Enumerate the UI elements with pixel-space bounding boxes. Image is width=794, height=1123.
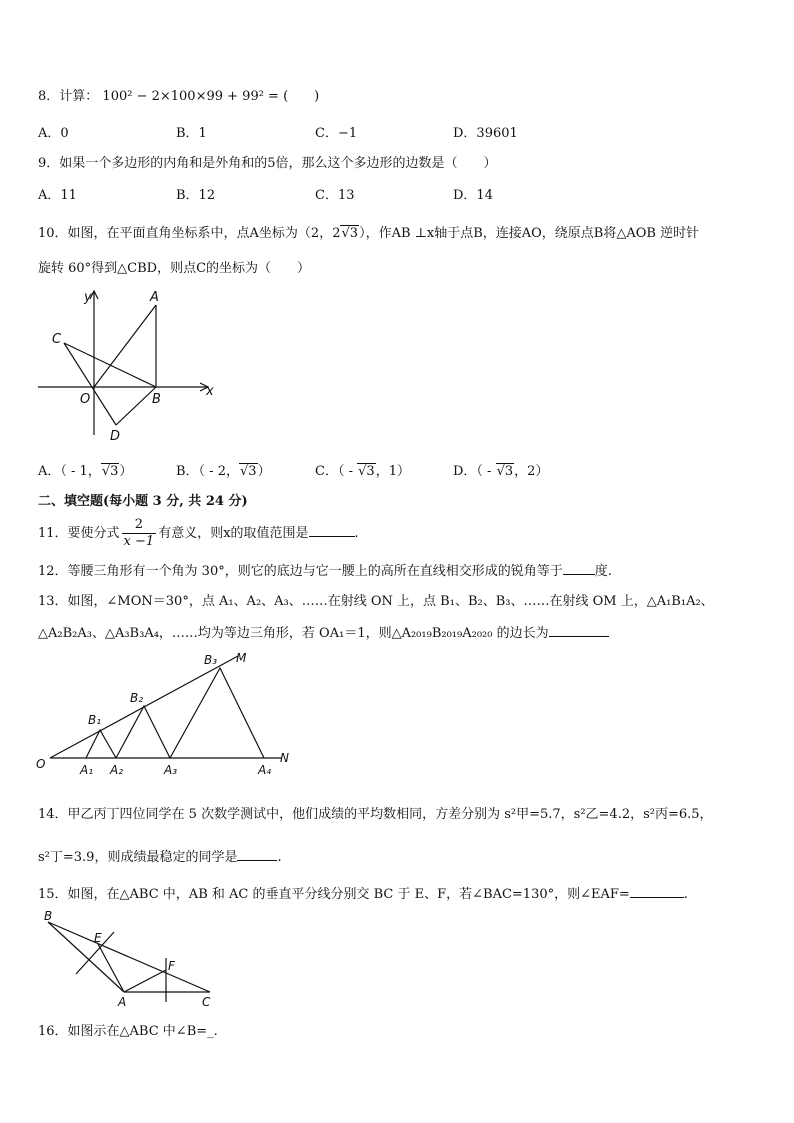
q13-label-m: M [236,651,247,665]
q15-label-e: E [94,931,102,945]
q12-blank [563,562,595,575]
q14-line2-text: s²丁=3.9，则成绩最稳定的同学是 [38,850,238,865]
q10-option-a-post: ） [119,464,133,479]
q13-stem-line2 [38,624,609,643]
q10-option-c [315,463,410,481]
q15-segment-ae [98,944,124,992]
q9-option-d: D．14 [453,188,493,203]
q13-figure [34,648,304,780]
q13-label-a4: A₄ [258,763,272,777]
section-heading: 二、填空题(每小题 3 分, 共 24 分) [38,494,248,509]
q14-stem-line2 [38,848,282,867]
q10-segment-oa [94,305,156,387]
q13-label-a3: A₃ [164,763,178,777]
q10-label-d: D [110,429,121,444]
q10-label-c: C [52,332,62,347]
q10-option-b-post: ） [257,464,271,479]
q13-label-a1: A₁ [80,763,94,777]
q13-triangle-3 [170,668,264,758]
q10-option-d-rad: 3 [504,464,514,479]
q10-option-b-sqrt: √3 [239,464,257,479]
q10-option-a-pre: A．（ - 1， [38,464,101,479]
q11-end: . [354,526,359,541]
q13-label-a2: A₂ [110,763,124,777]
q9-option-c: C．13 [315,188,355,203]
q11-numerator: 2 [122,517,157,534]
q15-label-c: C [202,995,211,1008]
q15-figure [38,908,228,1008]
q13-line2-text: △A₂B₂A₃、△A₃B₃A₄，……均为等边三角形，若 OA₁＝1，则△A₂₀₁₉B₂₀₁₉A₂₀₂₀ 的边长为 [38,626,549,641]
q13-label-b3: B₃ [204,653,218,667]
q8-paren: ( ) [283,89,320,104]
q11-stem [38,516,359,552]
q10-option-a-rad: 3 [110,464,119,479]
q8-option-c: C．−1 [315,126,358,141]
q8-number: 8．计算： [38,89,99,104]
q8-expression: 100² − 2×100×99 + 99² = [102,89,279,104]
q10-option-d-post: ，2） [514,464,549,479]
q13-label-b1: B₁ [88,713,102,727]
q10-sqrt-value: 3 [349,226,359,241]
q15-stem [38,885,688,904]
q10-option-d-sqrt: √3 [496,464,514,479]
q10-label-o: O [80,392,91,407]
q15-label-a: A [118,995,127,1008]
q12-stem [38,562,612,581]
q8-option-a: A．0 [38,126,69,141]
q13-triangle-1 [86,730,116,758]
q10-option-d-pre: D．（ - [453,464,496,479]
q11-blank [309,524,355,537]
q10-label-b: B [152,392,161,407]
q15-segment-af [124,970,166,992]
q10-stem-line1 [38,225,699,243]
q10-sqrt: √3 [341,226,359,241]
q13-triangle-2 [116,706,170,758]
q9-option-b: B．12 [176,188,216,203]
q16-stem: 16．如图示在△ABC 中∠B=_. [38,1024,218,1039]
q15-label-f: F [168,959,175,973]
q10-figure [30,285,220,445]
q8-stem [38,88,319,106]
q10-label-a: A [150,290,159,305]
q15-end: . [683,887,688,902]
q13-blank [549,624,609,637]
q10-segment-db [116,387,156,425]
q13-stem-line1: 13．如图，∠MON＝30°，点 A₁、A₂、A₃、……在射线 ON 上，点 B₁、B₂、B₃、……在射线 OM 上，△A₁B₁A₂、 [38,594,714,609]
q14-stem-line1: 14．甲乙丙丁四位同学在 5 次数学测试中，他们成绩的平均数相同，方差分别为 s²甲=5.7，s²乙=4.2，s²丙=6.5， [38,807,713,822]
q10-label-y: y [84,290,92,305]
q8-option-d: D．39601 [453,126,518,141]
q15-segment-bc [48,922,210,992]
q15-segment-ba [48,922,124,992]
q8-option-b: B．1 [176,126,207,141]
q11-post: 有意义，则x的取值范围是 [158,526,309,541]
q15-text: 15．如图，在△ABC 中，AB 和 AC 的垂直平分线分别交 BC 于 E、F，若∠BAC=130°，则∠EAF= [38,887,630,902]
q10-option-b-rad: 3 [248,464,257,479]
q10-option-a-sqrt: √3 [101,464,119,479]
q13-label-b2: B₂ [130,691,144,705]
q10-option-c-rad: 3 [366,464,375,479]
q10-option-c-sqrt: √3 [358,464,375,479]
q10-stem-line2: 旋转 60°得到△CBD，则点C的坐标为（ ） [38,261,311,276]
q12-end: 度. [594,564,612,579]
q11-denominator: x −1 [123,534,155,549]
q12-text: 12．等腰三角形有一个角为 30°，则它的底边与它一腰上的高所在直线相交形成的锐角等于 [38,564,563,579]
q15-label-b: B [44,909,53,923]
q11-pre: 11．要使分式 [38,526,120,541]
q10-stem-b: ），作AB ⊥x轴于点B，连接AO，绕原点B将△AOB 逆时针 [359,226,700,241]
q11-fraction [122,517,157,550]
q10-option-b [176,463,271,481]
q13-label-o: O [36,757,46,771]
q14-blank [237,848,277,861]
q10-stem-a: 10．如图，在平面直角坐标系中，点A坐标为（2，2 [38,226,341,241]
q9-stem: 9．如果一个多边形的内角和是外角和的5倍，那么这个多边形的边数是（ ） [38,156,497,171]
q9-option-a: A．11 [38,188,77,203]
q10-option-c-post: ，1） [375,464,410,479]
q13-label-n: N [280,751,289,765]
q15-blank [630,885,684,898]
q10-option-a [38,463,132,481]
q10-label-x: x [206,384,214,399]
q10-option-d [453,463,548,481]
q14-end: . [277,850,282,865]
q10-option-c-pre: C．（ - [315,464,358,479]
q10-option-b-pre: B．（ - 2， [176,464,239,479]
